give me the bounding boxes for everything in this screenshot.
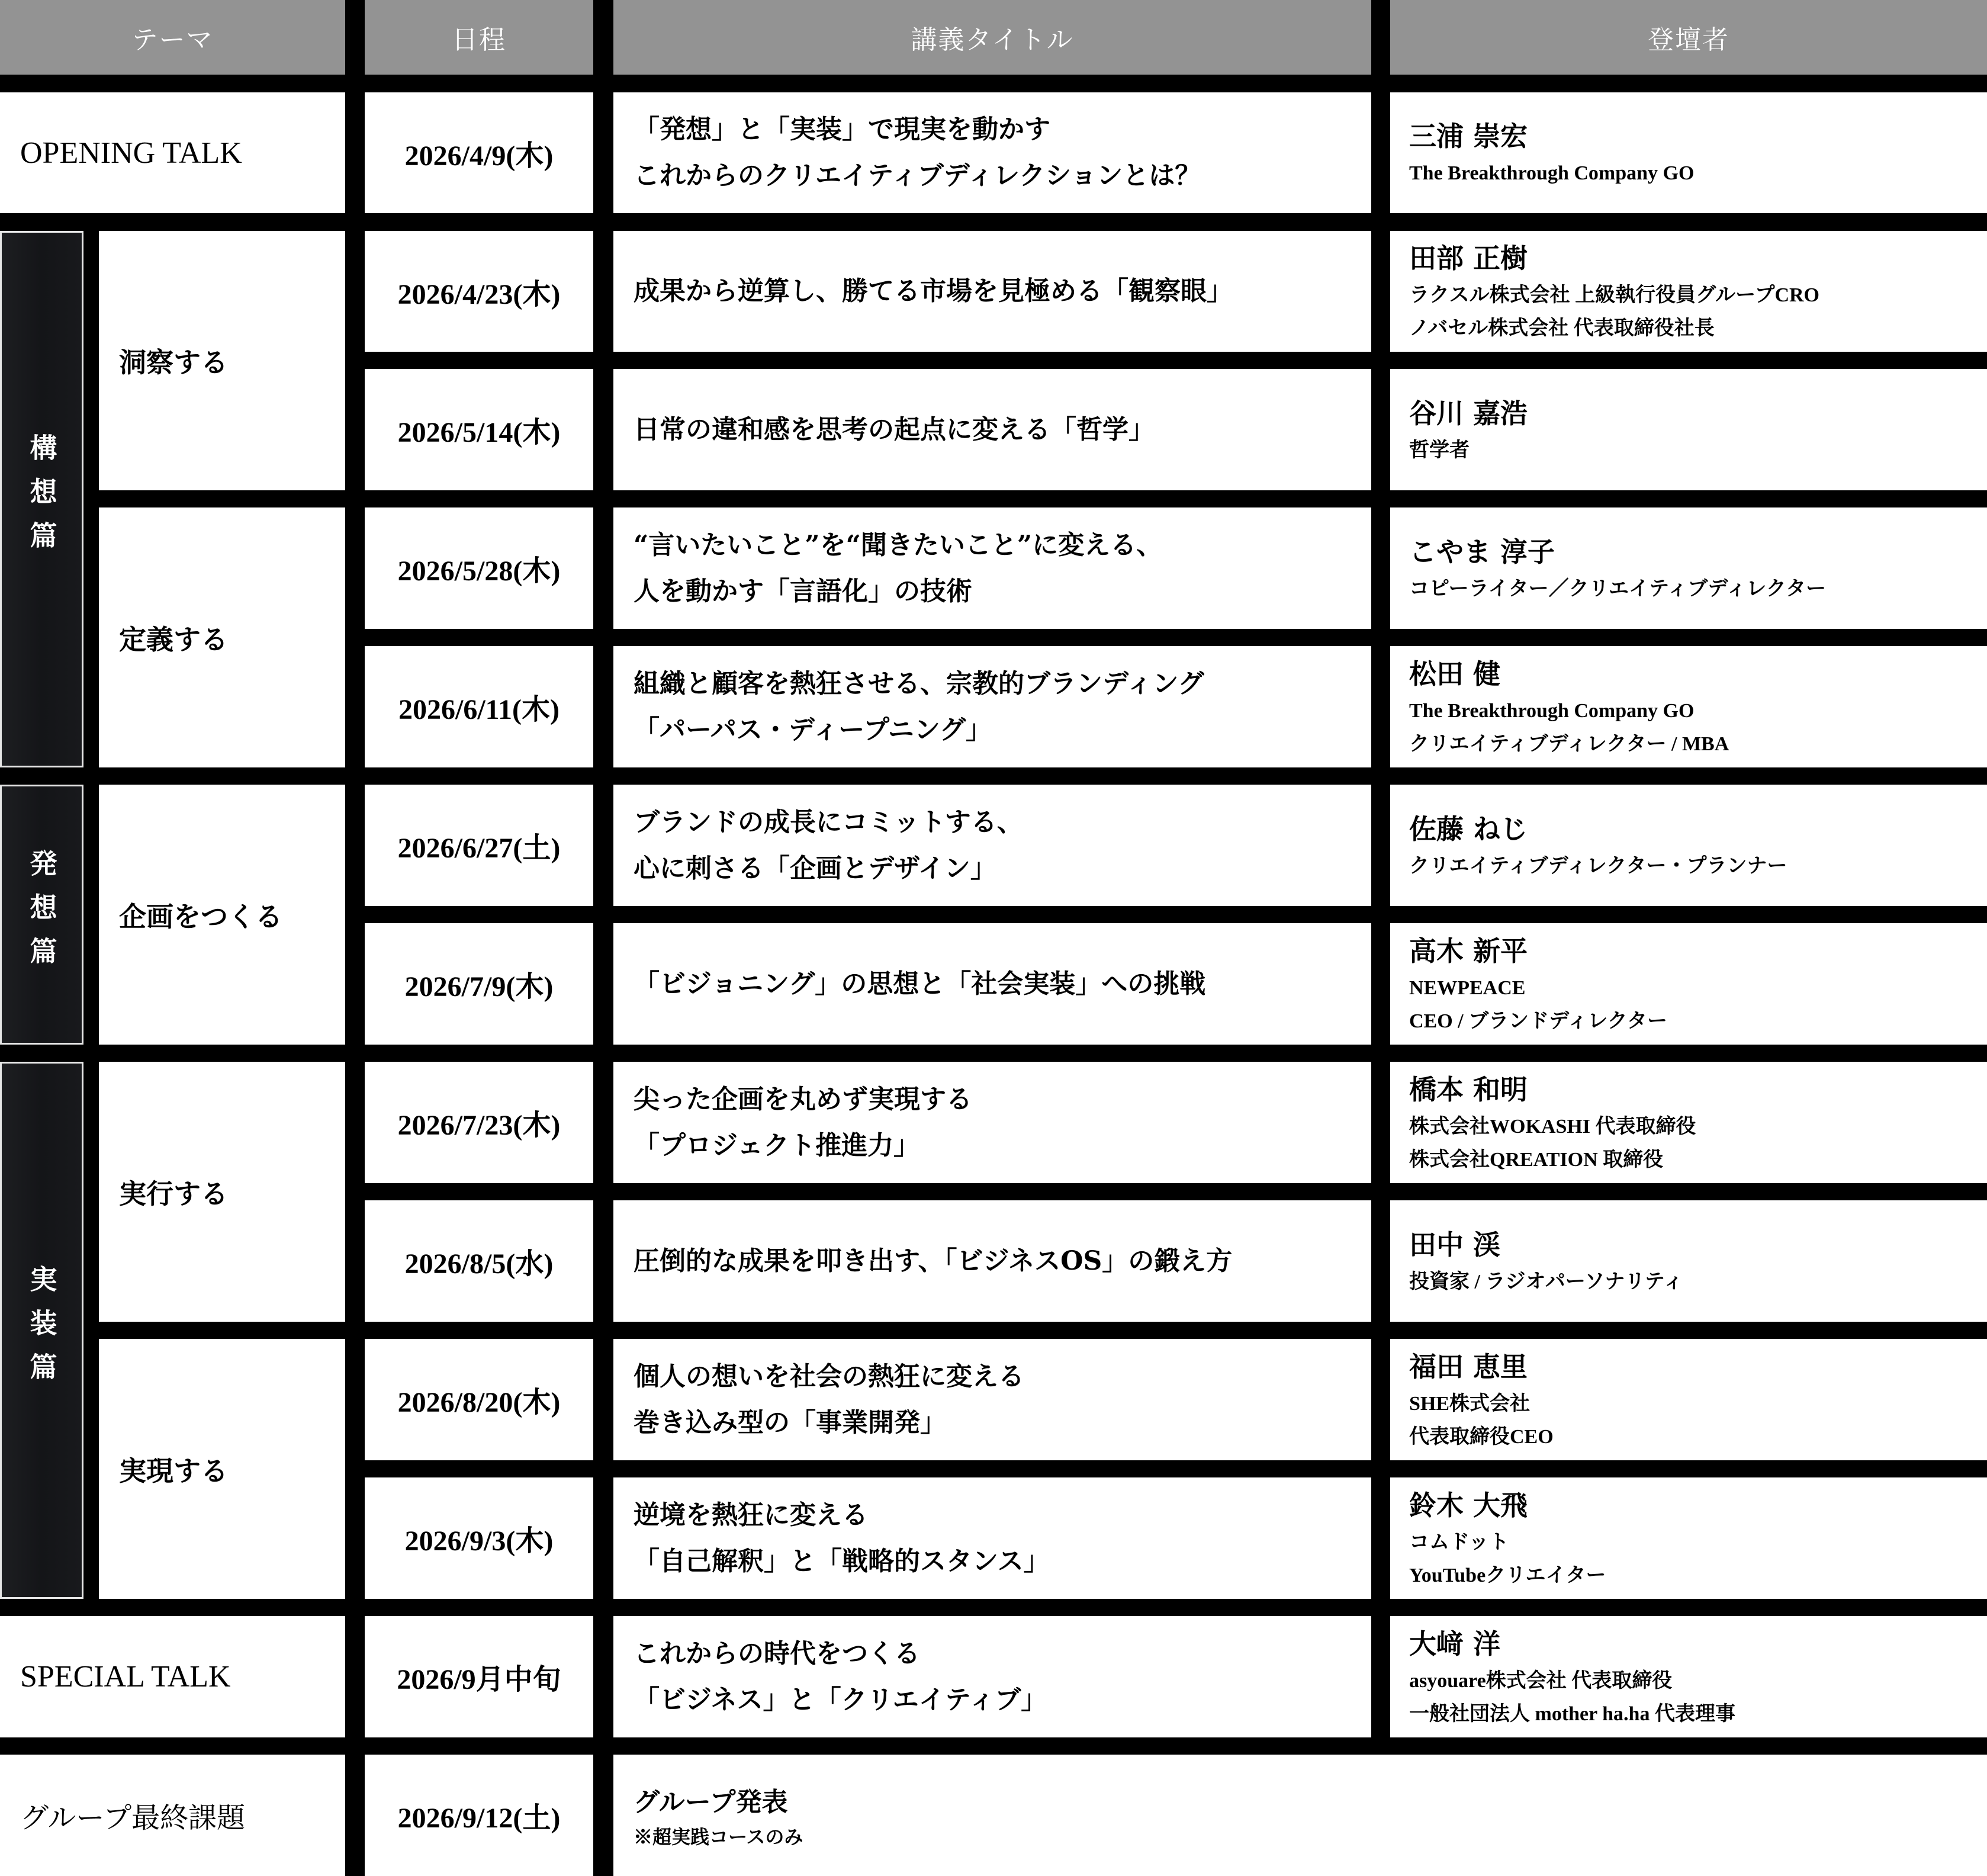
title-line: 巻き込み型の「事業開発」 [634, 1407, 946, 1438]
title-line: 心に刺さる「企画とデザイン」 [634, 853, 996, 884]
date-cell [365, 1200, 593, 1322]
speaker-affiliation: NEWPEACE [1409, 976, 1526, 999]
title-cell [613, 369, 1371, 490]
title-cell [613, 1200, 1371, 1322]
date-cell [365, 1477, 593, 1599]
title-line: 「発想」と「実装」で現実を動かす [634, 114, 1050, 144]
subtheme-label: 定義する [119, 623, 228, 656]
date-cell [365, 369, 593, 490]
speaker-name: 福田 恵里 [1409, 1350, 1528, 1383]
title-line: 逆境を熱狂に変える [634, 1499, 868, 1530]
date-text: 2026/6/27(土) [397, 833, 561, 864]
speaker-name: 田中 渓 [1409, 1228, 1501, 1261]
speaker-name: 谷川 嘉浩 [1409, 397, 1528, 429]
speaker-affiliation: 一般社団法人 mother ha.ha 代表理事 [1409, 1702, 1735, 1725]
speaker-cell [1390, 785, 1987, 906]
speaker-cell [1390, 369, 1987, 490]
title-cell [613, 646, 1371, 767]
title-line: これからのクリエイティブディレクションとは？ [634, 160, 1201, 191]
title-cell [613, 923, 1371, 1045]
title-line: 組織と顧客を熱狂させる、宗教的ブランディング [634, 668, 1204, 699]
date-cell [365, 1755, 593, 1876]
title-line: 「プロジェクト推進力」 [634, 1130, 920, 1161]
speaker-affiliation: 投資家 / ラジオパーソナリティ [1409, 1270, 1684, 1293]
title-line: 人を動かす「言語化」の技術 [634, 576, 972, 606]
theme-cell-special [0, 1616, 345, 1737]
speaker-cell [1390, 507, 1987, 629]
header-theme: テーマ [0, 0, 345, 75]
title-cell [613, 1616, 1371, 1737]
speaker-affiliation: The Breakthrough Company GO [1409, 162, 1695, 184]
date-cell [365, 507, 593, 629]
speaker-cell [1390, 646, 1987, 767]
date-text: 2026/4/9(木) [404, 140, 554, 172]
speaker-affiliation: ラクスル株式会社 上級執行役員グループCRO [1409, 284, 1819, 306]
speaker-name: 田部 正樹 [1409, 242, 1528, 274]
speaker-affiliation: asyouare株式会社 代表取締役 [1409, 1669, 1673, 1692]
date-cell [365, 923, 593, 1045]
theme-label: OPENING TALK [20, 136, 242, 170]
date-text: 2026/9月中旬 [397, 1664, 561, 1695]
title-cell [613, 1339, 1371, 1460]
speaker-name: 鈴木 大飛 [1409, 1489, 1528, 1521]
title-cell [613, 1062, 1371, 1183]
speaker-affiliation: クリエイティブディレクター・プランナー [1409, 855, 1787, 877]
date-text: 2026/5/14(木) [397, 417, 561, 448]
title-cell [613, 92, 1371, 213]
speaker-affiliation: 代表取締役CEO [1409, 1425, 1554, 1448]
date-text: 2026/9/3(木) [404, 1525, 554, 1557]
title-line: 圧倒的な成果を叩き出す、「ビジネスOS」の鍛え方 [634, 1245, 1233, 1276]
final-assignment-cell [613, 1755, 1987, 1876]
date-cell [365, 646, 593, 767]
speaker-affiliation: コピーライター／クリエイティブディレクター [1409, 577, 1827, 600]
speaker-name: 高木 新平 [1409, 934, 1528, 967]
subtheme-cell [99, 507, 345, 767]
speaker-name: 三浦 崇宏 [1409, 120, 1528, 152]
speaker-affiliation: コムドット [1409, 1531, 1509, 1553]
speaker-affiliation: クリエイティブディレクター / MBA [1409, 733, 1729, 755]
date-cell [365, 785, 593, 906]
speaker-cell [1390, 1616, 1987, 1737]
theme-label: グループ最終課題 [20, 1801, 246, 1835]
title-line: 「パーパス・ディープニング」 [634, 714, 992, 745]
speaker-name: 佐藤 ねじ [1409, 812, 1528, 845]
header-title: 講義タイトル [613, 0, 1371, 75]
header-date: 日程 [365, 0, 593, 75]
speaker-name: 松田 健 [1409, 657, 1501, 690]
subtheme-cell [99, 1062, 345, 1322]
date-cell [365, 231, 593, 352]
phase-jissou [0, 1062, 83, 1599]
date-text: 2026/6/11(木) [398, 694, 560, 725]
title-line: これからの時代をつくる [634, 1638, 920, 1669]
phase-label: 実装篇 [25, 1264, 58, 1396]
date-text: 2026/8/20(木) [397, 1387, 561, 1418]
subtheme-cell [99, 231, 345, 490]
phase-label: 構想篇 [25, 433, 58, 565]
header-speaker: 登壇者 [1390, 0, 1987, 75]
title-line: 成果から逆算し、勝てる市場を見極める「観察眼」 [634, 276, 1233, 306]
title-line: ブランドの成長にコミットする、 [634, 807, 1023, 837]
subtheme-label: 洞察する [119, 346, 228, 378]
phase-kousou [0, 231, 83, 767]
date-text: 2026/8/5(水) [404, 1248, 554, 1280]
speaker-name: 橋本 和明 [1409, 1073, 1528, 1106]
subtheme-label: 実現する [119, 1454, 228, 1487]
speaker-affiliation: ノバセル株式会社 代表取締役社長 [1409, 317, 1715, 339]
theme-cell-opening [0, 92, 345, 213]
subtheme-label: 企画をつくる [119, 900, 282, 933]
speaker-cell [1390, 1200, 1987, 1322]
speaker-cell [1390, 92, 1987, 213]
title-cell [613, 231, 1371, 352]
title-line: 日常の違和感を思考の起点に変える「哲学」 [634, 414, 1155, 445]
phase-hassou [0, 785, 83, 1045]
final-main: グループ発表 [634, 1787, 788, 1817]
title-line: “言いたいこと”を“聞きたいこと”に変える、 [634, 529, 1163, 560]
final-note: ※超実践コースのみ [634, 1825, 803, 1848]
theme-cell-final [0, 1755, 345, 1876]
date-cell [365, 1062, 593, 1183]
title-line: 「ビジョニング」の思想と「社会実装」への挑戦 [634, 968, 1206, 999]
date-text: 2026/4/23(木) [397, 278, 561, 310]
date-cell [365, 92, 593, 213]
title-cell [613, 785, 1371, 906]
speaker-affiliation: YouTubeクリエイター [1409, 1564, 1606, 1586]
speaker-affiliation: 哲学者 [1409, 439, 1470, 461]
speaker-affiliation: 株式会社WOKASHI 代表取締役 [1409, 1115, 1696, 1138]
date-text: 2026/9/12(土) [397, 1803, 561, 1834]
speaker-affiliation: SHE株式会社 [1409, 1392, 1531, 1415]
subtheme-cell [99, 785, 345, 1045]
title-cell [613, 507, 1371, 629]
speaker-cell [1390, 1062, 1987, 1183]
date-text: 2026/7/23(木) [397, 1110, 561, 1141]
title-cell [613, 1477, 1371, 1599]
title-line: 個人の想いを社会の熱狂に変える [634, 1361, 1024, 1392]
speaker-cell [1390, 923, 1987, 1045]
speaker-affiliation: CEO / ブランドディレクター [1409, 1010, 1668, 1032]
speaker-name: 大﨑 洋 [1409, 1627, 1501, 1660]
theme-label: SPECIAL TALK [20, 1660, 231, 1694]
speaker-affiliation: 株式会社QREATION 取締役 [1409, 1148, 1664, 1171]
subtheme-label: 実行する [119, 1177, 228, 1210]
speaker-name: こやま 淳子 [1409, 535, 1555, 568]
date-cell [365, 1616, 593, 1737]
title-line: 尖った企画を丸めず実現する [634, 1084, 972, 1114]
date-cell [365, 1339, 593, 1460]
speaker-cell [1390, 1477, 1987, 1599]
speaker-affiliation: The Breakthrough Company GO [1409, 699, 1695, 722]
speaker-cell [1390, 231, 1987, 352]
date-text: 2026/5/28(木) [397, 555, 561, 587]
subtheme-cell [99, 1339, 345, 1599]
phase-label: 発想篇 [25, 849, 58, 981]
title-line: 「ビジネス」と「クリエイティブ」 [634, 1684, 1047, 1715]
date-text: 2026/7/9(木) [404, 971, 554, 1003]
speaker-cell [1390, 1339, 1987, 1460]
title-line: 「自己解釈」と「戦略的スタンス」 [634, 1546, 1050, 1576]
